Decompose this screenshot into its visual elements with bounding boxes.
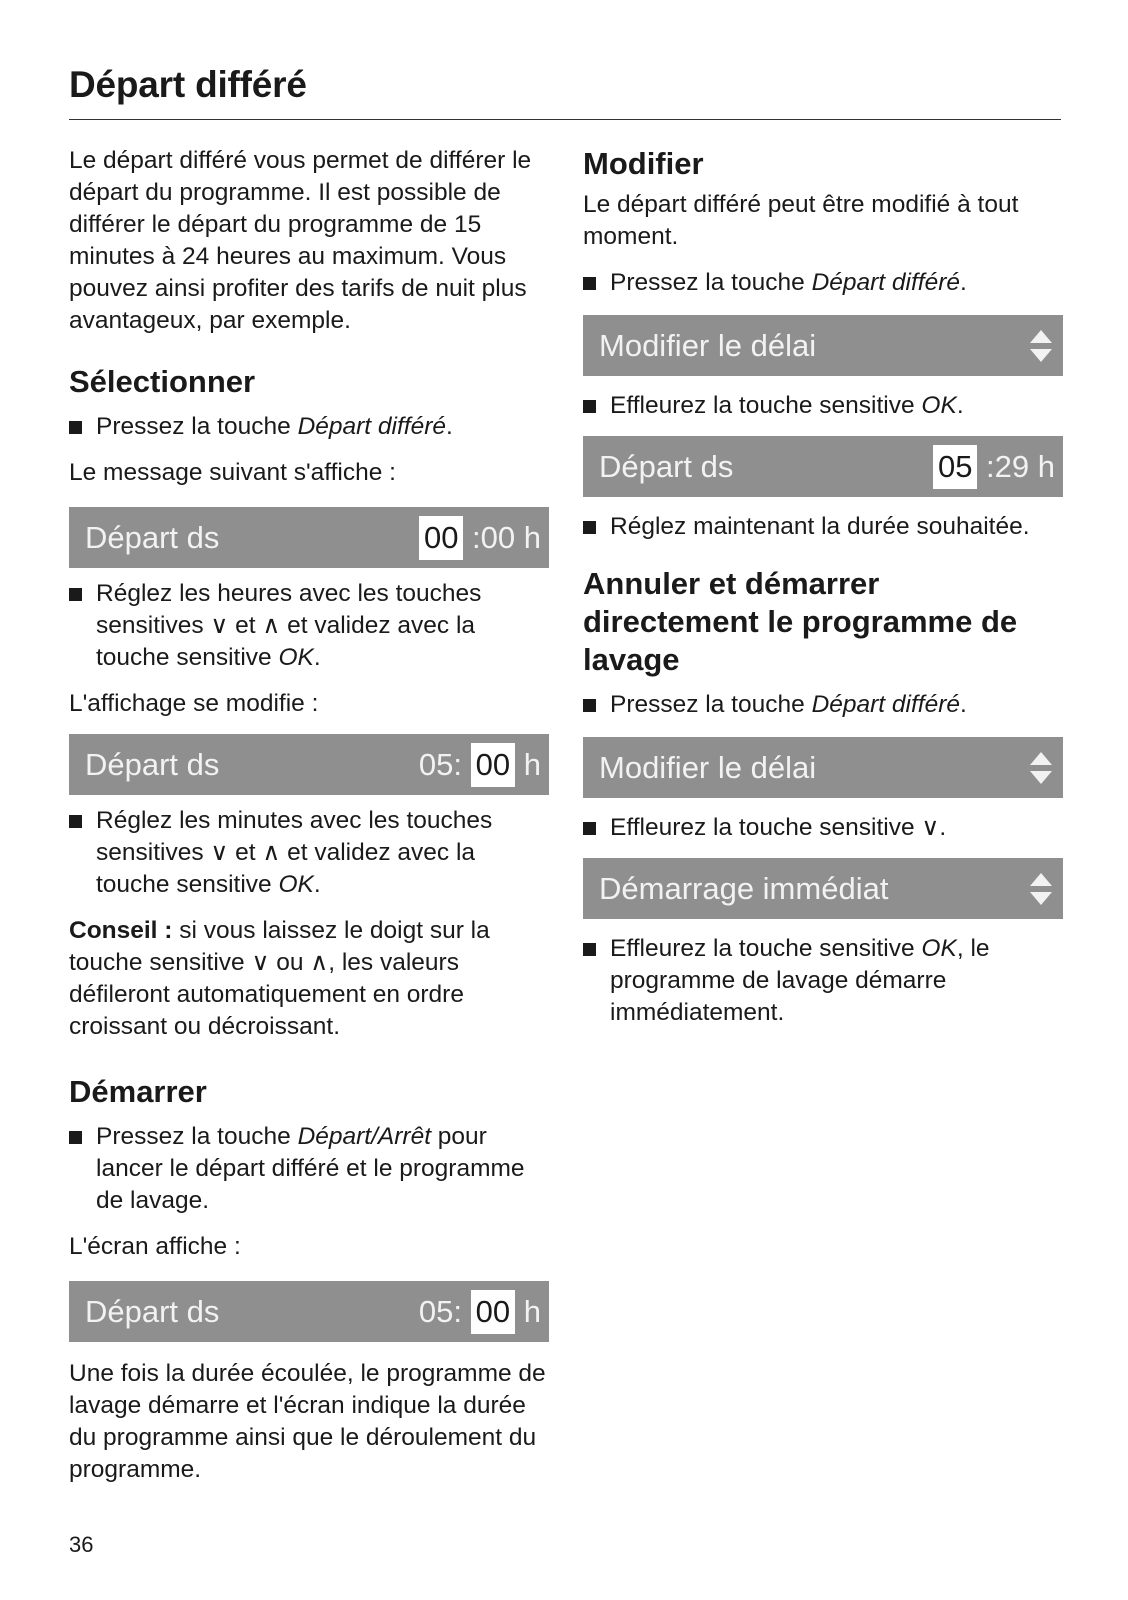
bullet-square-icon <box>69 588 82 601</box>
start-step-1: Pressez la touche Départ/Arrêt pour lancer le départ différé et le programme de lavage. <box>69 1121 549 1217</box>
hours-value: 05: <box>418 1294 463 1329</box>
section-heading-cancel: Annuler et démarrer directement le programme de lavage <box>583 566 1018 677</box>
cancel-step-3: Effleurez la touche sensitive OK, le programme de lavage démarre immédiatement. <box>583 933 1063 1029</box>
minutes-field: 00 <box>471 743 515 787</box>
display-label: Départ ds <box>599 449 734 484</box>
modify-step-3: Réglez maintenant la durée souhaitée. <box>583 511 1063 543</box>
title-divider <box>69 119 1061 120</box>
section-heading-select: Sélectionner <box>69 364 256 399</box>
select-step-1: Pressez la touche Départ différé. <box>69 411 549 443</box>
page-number: 36 <box>69 1532 94 1557</box>
display-cancel-delay <box>583 737 1063 798</box>
display-label: Départ ds <box>85 747 220 782</box>
up-down-arrows-icon <box>1029 328 1053 364</box>
display-label: Démarrage immédiat <box>599 871 889 906</box>
display-delay-hours <box>69 507 549 568</box>
hours-field: 00 <box>419 516 463 560</box>
bullet-square-icon <box>583 943 596 956</box>
bullet-square-icon <box>583 521 596 534</box>
bullet-square-icon <box>583 822 596 835</box>
display-label: Départ ds <box>85 520 220 555</box>
modify-intro: Le départ différé peut être modifié à tout moment. <box>583 191 1019 250</box>
bullet-square-icon <box>583 699 596 712</box>
bullet-square-icon <box>69 815 82 828</box>
page-title: Départ différé <box>69 64 307 105</box>
screen-line: L'écran affiche : <box>69 1233 241 1260</box>
left-column <box>69 145 549 1486</box>
display-delay-minutes <box>69 734 549 795</box>
cancel-step-2: Effleurez la touche sensitive ∨. <box>583 812 1063 844</box>
select-step-2: Réglez les heures avec les touches sensitives ∨ et ∧ et validez avec la touche sensitive OK. <box>69 578 549 674</box>
hours-field: 05 <box>933 445 977 489</box>
unit: h <box>523 1294 541 1329</box>
message-line: Le message suivant s'affiche : <box>69 459 396 486</box>
section-heading-start: Démarrer <box>69 1074 207 1109</box>
hours-value: 05: <box>418 747 463 782</box>
intro-paragraph: Le départ différé vous permet de différer le départ du programme. Il est possible de différer le départ du programme de 15 minutes à 24 heures au maximum. Vous pouvez ainsi profiter des tarifs de nuit plus avantageux, par exemple. <box>69 147 532 334</box>
up-down-arrows-icon <box>1029 871 1053 907</box>
select-step-3: Réglez les minutes avec les touches sensitives ∨ et ∧ et validez avec la touche sensitive OK. <box>69 805 549 901</box>
tip-label: Conseil : <box>69 917 173 944</box>
cancel-step-1: Pressez la touche Départ différé. <box>583 689 1063 721</box>
tip-paragraph: Conseil : si vous laissez le doigt sur la touche sensitive ∨ ou ∧, les valeurs défileront automatiquement en ordre croissant ou décroissant. <box>69 917 490 1040</box>
bullet-square-icon <box>583 400 596 413</box>
bullet-square-icon <box>583 277 596 290</box>
display-rest: :00 h <box>463 520 541 555</box>
section-heading-modify: Modifier <box>583 146 704 181</box>
change-line: L'affichage se modifie : <box>69 690 319 717</box>
display-label: Modifier le délai <box>599 328 817 363</box>
display-immediate-start <box>583 858 1063 919</box>
display-modify-hours <box>583 436 1063 497</box>
outro-paragraph: Une fois la durée écoulée, le programme de lavage démarre et l'écran indique la durée du programme ainsi que le déroulement du programme. <box>69 1360 546 1483</box>
minutes-field: 00 <box>471 1290 515 1334</box>
bullet-square-icon <box>69 1131 82 1144</box>
unit: h <box>523 747 541 782</box>
display-rest: :29 h <box>977 449 1055 484</box>
up-down-arrows-icon <box>1029 750 1053 786</box>
right-column <box>583 145 1063 1029</box>
modify-step-2: Effleurez la touche sensitive OK. <box>583 390 1063 422</box>
display-label: Départ ds <box>85 1294 220 1329</box>
display-running <box>69 1281 549 1342</box>
bullet-square-icon <box>69 421 82 434</box>
display-label: Modifier le délai <box>599 750 817 785</box>
display-modify-delay <box>583 315 1063 376</box>
modify-step-1: Pressez la touche Départ différé. <box>583 267 1063 299</box>
